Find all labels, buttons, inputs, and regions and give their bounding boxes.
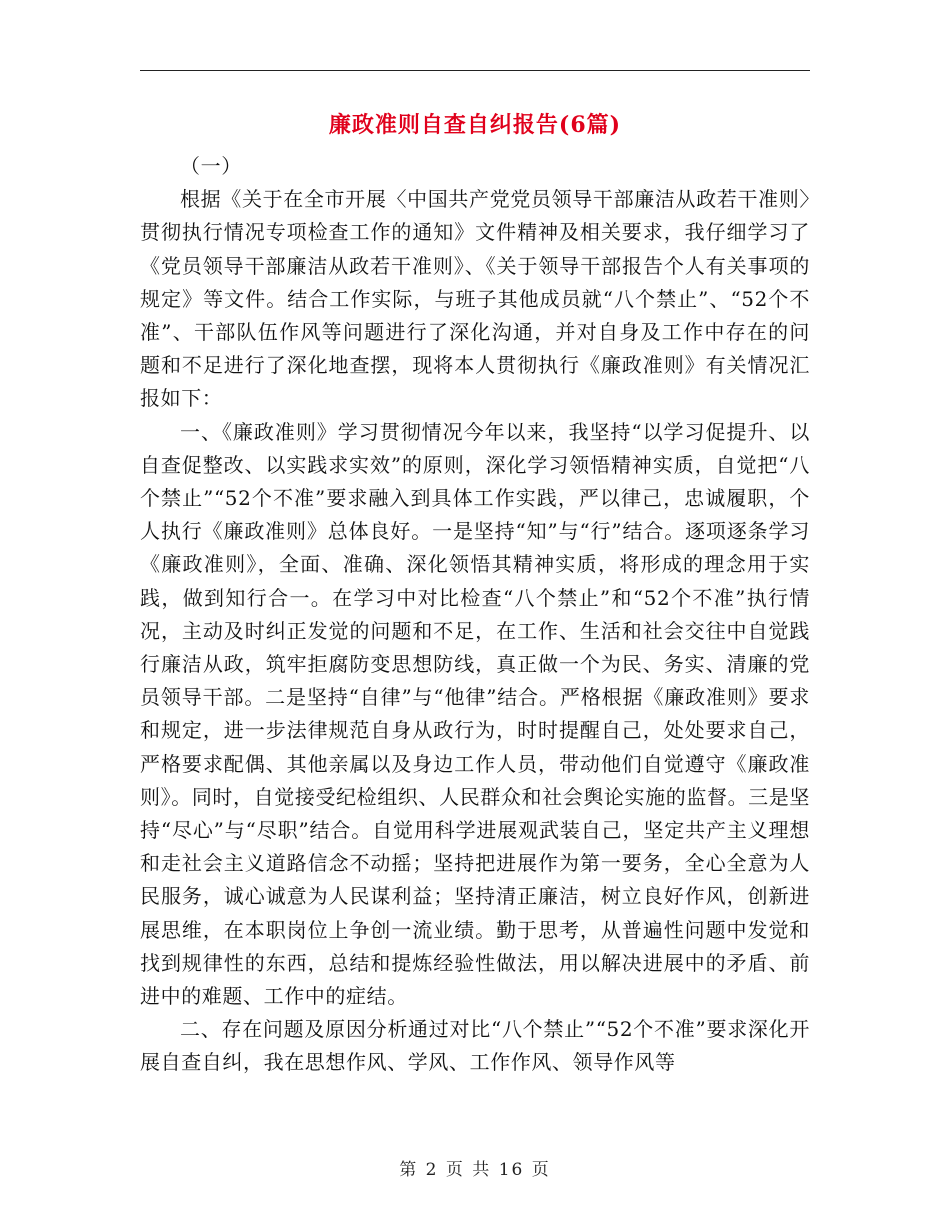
body-paragraph: 根据《关于在全市开展〈中国共产党党员领导干部廉洁从政若干准则〉贯彻执行情况专项检查工作的通知》文件精神及相关要求，我仔细学习了《党员领导干部廉洁从政若干准则》、《关于领导干部报告个人有关事项的规定》等文件。结合工作实际，与班子其他成员就“八个禁止”、“52个不准”、干部队伍作风等问题进行了深化沟通，并对自身及工作中存在的问题和不足进行了深化地查摆，现将本人贯彻执行《廉政准则》有关情况汇报如下： [140,187,810,411]
body-paragraph: 二、存在问题及原因分析通过对比“八个禁止”“52个不准”要求深化开展自查自纠，我在思想作风、学风、工作作风、领导作风等 [140,1017,810,1075]
section-marker: （一） [180,154,242,178]
header-rule [140,70,810,71]
page-number-footer: 第 2 页 共 16 页 [399,1160,551,1180]
body-paragraph: 一、《廉政准则》学习贯彻情况今年以来，我坚持“以学习促提升、以自查促整改、以实践求实效”的原则，深化学习领悟精神实质，自觉把“八个禁止”“52个不准”要求融入到具体工作实践，严以律己，忠诚履职，个人执行《廉政准则》总体良好。一是坚持“知”与“行”结合。逐项逐条学习《廉政准则》，全面、准确、深化领悟其精神实质，将形成的理念用于实践，做到知行合一。在学习中对比检查“八个禁止”和“52个不准”执行情况，主动及时纠正发觉的问题和不足，在工作、生活和社会交往中自觉践行廉洁从政，筑牢拒腐防变思想防线，真正做一个为民、务实、清廉的党员领导干部。二是坚持“自律”与“他律”结合。严格根据《廉政准则》要求和规定，进一步法律规范自身从政行为，时时提醒自己，处处要求自己，严格要求配偶、其他亲属以及身边工作人员，带动他们自觉遵守《廉政准则》。同时，自觉接受纪检组织、人民群众和社会舆论实施的监督。三是坚持“尽心”与“尽职”结合。自觉用科学进展观武装自己，坚定共产主义理想和走社会主义道路信念不动摇；坚持把进展作为第一要务，全心全意为人民服务，诚心诚意为人民谋利益；坚持清正廉洁，树立良好作风，创新进展思维，在本职岗位上争创一流业绩。勤于思考，从普遍性问题中发觉和找到规律性的东西，总结和提炼经验性做法，用以解决进展中的矛盾、前进中的难题、工作中的症结。 [140,419,810,1009]
document-body [140,150,810,1080]
document-title: 廉政准则自查自纠报告(6篇) [328,112,622,138]
